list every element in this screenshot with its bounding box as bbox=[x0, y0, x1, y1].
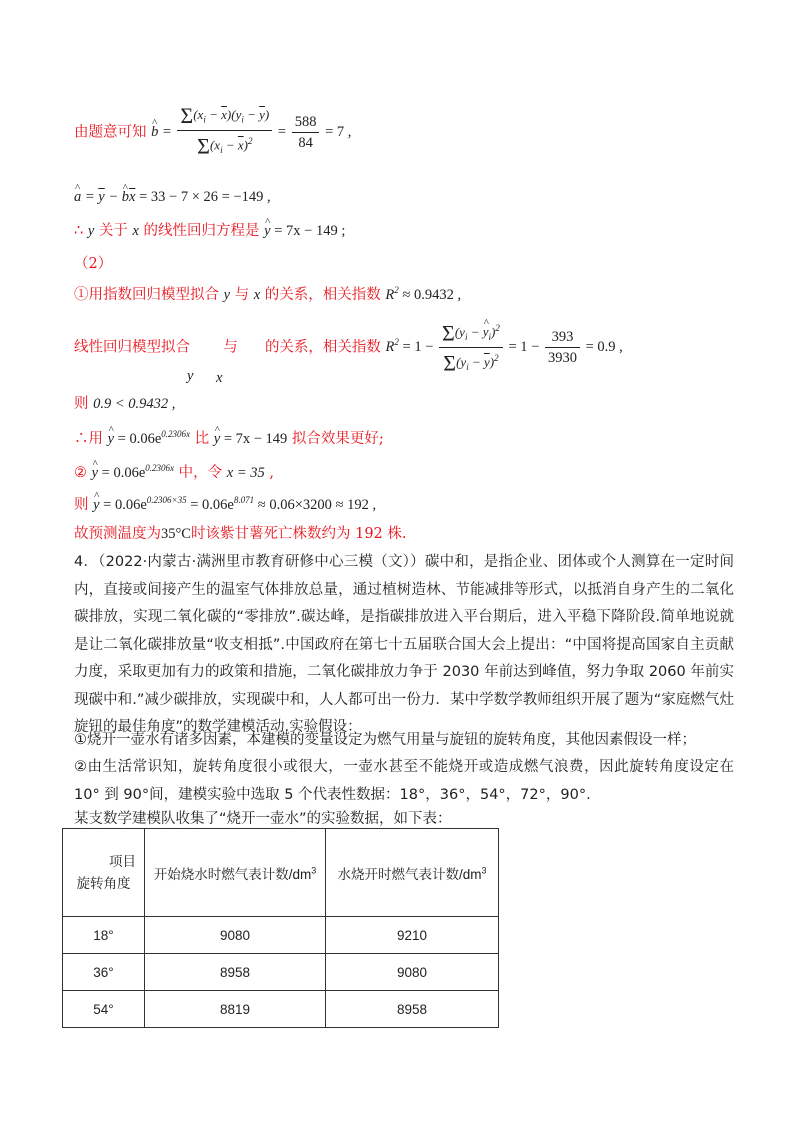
table-header-row bbox=[63, 829, 499, 917]
r-squared-exp: ≈ 0.9432 , bbox=[402, 286, 462, 303]
problem-4-paragraph: 4．（2022·内蒙古·满洲里市教育研修中心三模（文））碳中和，是指企业、团体或个人测算在一定时间内，直接或间接产生的温室气体排放总量，通过植树造林、节能减排等形式，以抵消自身产生的二氧化碳排放，实现二氧化碳的“零排放”.碳达峰，是指碳排放进入平台期后，进入平稳下降阶段.简单地说就是让二氧化碳排放量“收支相抵”.中国政府在第七十五届联合国大会上提出：“中国将提高国家自主贡献力度，采取更加有力的政策和措施，二氧化碳排放力争于 2030 年前达到峰值，努力争取 2060 年前实现碳中和.”减少碳排放，实现碳中和，人人都可出一份力．某中学数学教师组织开展了题为“家庭燃气灶旋钮的最佳角度”的数学建模活动.实验假设： bbox=[74, 554, 734, 735]
frac-numerator: 393 bbox=[545, 327, 580, 348]
unit-superscript: 3 bbox=[481, 865, 487, 876]
line-text: 与 bbox=[223, 339, 238, 356]
cell-start: 8958 bbox=[145, 954, 326, 991]
r-squared-linear-formula: $R^2 = 1$ − $\frac{\Sigma(y_i - \^{} y_i)^2}{\Sigma(y_i - \overline{y})^2}$ = 1 − $\frac{393}{3930}$ = 0.9 , bbox=[386, 339, 623, 355]
frac-numerator: 588 bbox=[292, 112, 320, 133]
line-text: 则 bbox=[74, 496, 94, 513]
a-hat-formula-line bbox=[74, 187, 271, 207]
cell-angle: 18° bbox=[63, 917, 145, 954]
unit-superscript: 3 bbox=[311, 865, 317, 876]
line-text: 的线性回归方程是 bbox=[138, 223, 265, 239]
cell-angle: 36° bbox=[63, 954, 145, 991]
line-text: 则 bbox=[74, 396, 94, 412]
calc-exponent: 0.2306×35 bbox=[146, 495, 187, 505]
variable-y-label: y bbox=[187, 368, 194, 384]
exp-model: = 0.06e bbox=[117, 430, 162, 447]
line-text: 与 bbox=[230, 286, 254, 303]
temperature-value: 35°C bbox=[161, 526, 191, 542]
header-item-label: 项目 bbox=[109, 853, 136, 869]
exp-exponent: 0.2306x bbox=[161, 429, 191, 439]
linear-model-line bbox=[74, 318, 623, 378]
line-text: ② bbox=[74, 464, 92, 481]
table-row bbox=[63, 954, 499, 991]
cell-end: 9080 bbox=[326, 954, 499, 991]
regression-equation-line: ∴ y 关于 x 的线性回归方程是 ^ y = 7x − 149 ; bbox=[74, 221, 345, 241]
part-2-label: （2） bbox=[74, 256, 113, 272]
cell-angle: 54° bbox=[63, 991, 145, 1028]
prediction-calc-line: 则 ^ $y = 0.06e^{0.2306\times 35} = 0.06e^{8.071} \approx 0.06\times 3200 \approx 192$ , bbox=[74, 490, 376, 515]
header-text: 水烧开时燃气表计数/dm bbox=[337, 867, 482, 882]
line-text: 由题意可知 bbox=[74, 124, 147, 141]
result-text: = 7 , bbox=[325, 123, 352, 140]
line-text: 的关系，相关指数 bbox=[264, 339, 381, 356]
cell-start: 8819 bbox=[145, 991, 326, 1028]
variable-x-label: x bbox=[216, 370, 223, 386]
calc-exponent: 8.071 bbox=[233, 495, 255, 505]
exp-model: = 0.06e bbox=[101, 464, 146, 481]
line-text: 关于 bbox=[94, 223, 133, 239]
line-text: 的关系，相关指数 bbox=[260, 286, 386, 303]
substitution-line: ② ^ $y = 0.06e^{0.2306x}$ 中，令 x = 35 , bbox=[74, 458, 274, 483]
line-text: 比 bbox=[190, 430, 214, 447]
substitution-expr: x = 35 bbox=[226, 464, 265, 481]
table-intro: 某支数学建模队收集了“烧开一壶水”的实验数据，如下表： bbox=[74, 811, 452, 827]
conclusion-line bbox=[74, 524, 407, 544]
line-text: 线性回归模型拟合 bbox=[74, 339, 190, 356]
b-hat-formula: ^ b = $\frac{\Sigma(x_i - \overline{x})(y_i - \overline{y})}{\Sigma(x_i - \overline{x})^2}$ = $\frac{588}{84}$ = 7 , bbox=[151, 124, 351, 140]
linear-model: = 7x − 149 bbox=[223, 430, 288, 447]
line-text: 时该紫甘薯死亡株数约为 192 株. bbox=[190, 526, 407, 542]
cell-end: 8958 bbox=[326, 991, 499, 1028]
frac-denominator: 3930 bbox=[547, 349, 577, 366]
line-text: 拟合效果更好; bbox=[287, 430, 384, 447]
b-hat-formula-line bbox=[74, 105, 351, 165]
line-text: 中，令 bbox=[174, 464, 227, 481]
header-text: 开始烧水时燃气表计数/dm bbox=[153, 867, 312, 882]
a-hat-formula: ^ $a = \overline{y}$ − ^ $b\overline{x} = 33 - 7 \times 26 = -149$ , bbox=[74, 189, 271, 205]
model-choice-line: ∴用 ^ $y = 0.06e^{0.2306x}$ 比 ^ y = 7x − 149 拟合效果更好; bbox=[74, 424, 384, 449]
calc-result: ≈ 0.06×3200 ≈ 192 , bbox=[254, 496, 377, 513]
assumption-2: ②由生活常识知，旋转角度很小或很大，一壶水甚至不能烧开或造成燃气浪费，因此旋转角度设定在 10° 到 90°间，建模实验中选取 5 个代表性数据：18°，36°，54°，72°，90°. bbox=[74, 759, 734, 803]
header-diagonal-cell bbox=[63, 829, 145, 917]
calc-part: = 0.06e bbox=[186, 496, 234, 513]
assumption-1: ①烧开一壶水有诸多因素，本建模的变量设定为燃气用量与旋钮的旋转角度，其他因素假设一样； bbox=[74, 732, 696, 748]
cell-start: 9080 bbox=[145, 917, 326, 954]
line-text: 故预测温度为 bbox=[74, 526, 161, 542]
table-row bbox=[63, 991, 499, 1028]
a-hat-value: = 33 − 7 × 26 = −149 , bbox=[139, 189, 271, 205]
gas-usage-table bbox=[62, 828, 499, 1028]
header-angle-label: 旋转角度 bbox=[76, 875, 131, 891]
comparison-expr: 0.9 < 0.9432 , bbox=[93, 396, 176, 412]
line-text: ①用指数回归模型拟合 bbox=[74, 286, 224, 303]
regression-equation: = 7x − 149 ; bbox=[274, 223, 346, 239]
calc-part: = 0.06e bbox=[103, 496, 147, 513]
cell-end: 9210 bbox=[326, 917, 499, 954]
exp-exponent: 0.2306x bbox=[145, 463, 175, 473]
exponential-model-line: ①用指数回归模型拟合 y 与 x 的关系，相关指数 $R^2 \approx 0.9432$ , bbox=[74, 285, 462, 303]
frac-denominator: 84 bbox=[298, 134, 313, 151]
header-end-count bbox=[326, 829, 499, 917]
therefore-symbol: ∴ bbox=[74, 223, 88, 239]
r-squared-linear-value: = 0.9 , bbox=[585, 338, 623, 355]
comparison-line bbox=[74, 394, 175, 414]
table-row bbox=[63, 917, 499, 954]
line-text: ∴用 bbox=[74, 430, 108, 447]
header-start-count bbox=[145, 829, 326, 917]
line-text: , bbox=[264, 464, 274, 481]
